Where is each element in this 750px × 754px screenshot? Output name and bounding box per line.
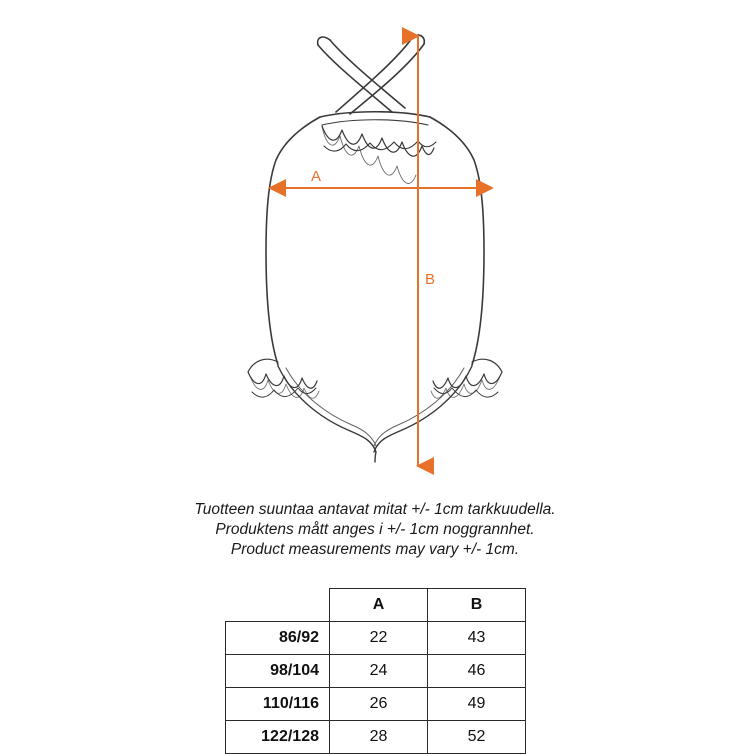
value-a: 22 bbox=[330, 622, 428, 655]
value-b: 46 bbox=[428, 655, 526, 688]
value-b: 49 bbox=[428, 688, 526, 721]
table-header-b: B bbox=[428, 589, 526, 622]
value-b: 52 bbox=[428, 721, 526, 754]
size-label: 86/92 bbox=[226, 622, 330, 655]
table-header-empty bbox=[226, 589, 330, 622]
size-label: 110/116 bbox=[226, 688, 330, 721]
size-label: 122/128 bbox=[226, 721, 330, 754]
size-label: 98/104 bbox=[226, 655, 330, 688]
value-a: 24 bbox=[330, 655, 428, 688]
note-line-sv: Produktens mått anges i +/- 1cm noggrannhet. bbox=[215, 521, 535, 538]
table-row bbox=[226, 721, 526, 754]
value-a: 26 bbox=[330, 688, 428, 721]
dimension-label-b: B bbox=[425, 271, 436, 288]
table-row bbox=[226, 655, 526, 688]
table-header-row bbox=[226, 589, 526, 622]
value-b: 43 bbox=[428, 622, 526, 655]
measurement-notes bbox=[0, 500, 750, 560]
dimension-label-a: A bbox=[311, 168, 322, 185]
note-line-en: Product measurements may vary +/- 1cm. bbox=[230, 541, 520, 558]
size-table-container bbox=[225, 588, 525, 754]
table-row bbox=[226, 622, 526, 655]
table-row bbox=[226, 688, 526, 721]
size-table bbox=[225, 588, 526, 754]
table-header-a: A bbox=[330, 589, 428, 622]
value-a: 28 bbox=[330, 721, 428, 754]
note-line-fi: Tuotteen suuntaa antavat mitat +/- 1cm tarkkuudella. bbox=[194, 501, 556, 518]
